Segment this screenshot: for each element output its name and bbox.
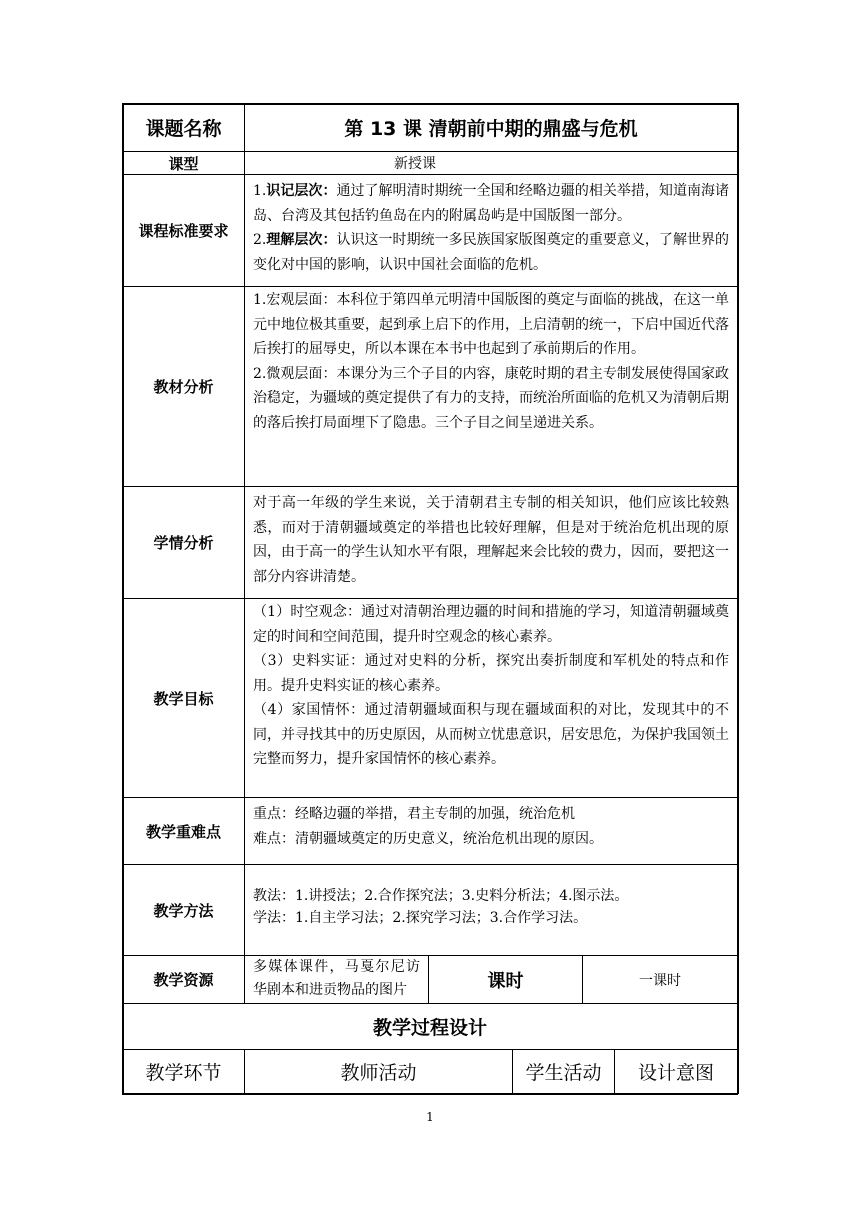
goal-evidence: （3）史料实证：通过对史料的分析，探究出奏折制度和军机处的特点和作用。提升史料实证的核心素养。: [253, 653, 729, 694]
lesson-title: 第 13 课 清朝前中期的鼎盛与危机: [344, 118, 638, 140]
title-label: 课题名称: [145, 118, 222, 140]
goal-patriotism: （4）家国情怀：通过清朝疆域面积与现在疆域面积的对比，发现其中的不同，并寻找其中的历史原因，从而树立忧患意识，居安思危，为保护我国领土完整而努力，提升家国情怀的核心素养。: [253, 702, 729, 767]
students-text: 对于高一年级的学生来说，关于清朝君主专制的相关知识，他们应该比较熟悉，而对于清朝疆域奠定的举措也比较好理解，但是对于统治危机出现的原因，由于高一的学生认知水平有限，理解起来会比较的费力，因而，要把这一部分内容讲清楚。: [253, 495, 729, 585]
goals-label: 教学目标: [153, 689, 214, 708]
keypoints-label: 教学重难点: [145, 822, 221, 841]
page-number: 1: [426, 1110, 434, 1124]
goal-spacetime: （1）时空观念：通过对清朝治理边疆的时间和措施的学习，知道清朝疆域奠定的时间和空间范围，提升时空观念的核心素养。: [253, 604, 729, 645]
hours-value: 一课时: [639, 972, 681, 989]
material-macro: 1.宏观层面：本科位于第四单元明清中国版图的奠定与面临的挑战，在这一单元中地位极其重要，起到承上启下的作用，上启清朝的统一，下启中国近代落后挨打的屈辱史，所以本课在本书中也起到了承前期后的作用。: [253, 292, 729, 357]
methods-label: 教学方法: [153, 901, 214, 920]
standards-label: 课程标准要求: [138, 222, 229, 240]
keypoint-difficulty: 难点：清朝疆域奠定的历史意义，统治危机出现的原因。: [253, 830, 603, 847]
resources-value: 多媒体课件，马戛尔尼访华剧本和进贡物品的图片: [253, 959, 420, 998]
learning-methods: 学法：1.自主学习法；2.探究学习法；3.合作学习法。: [253, 910, 588, 926]
standards-item-2: 2.理解层次：认识这一时期统一多民族国家版图奠定的重要意义，了解世界的变化对中国的影响，认识中国社会面临的危机。: [253, 232, 730, 273]
standards-item-1: 1.识记层次：通过了解明清时期统一全国和经略边疆的相关举措，知道南海诸岛、台湾及其包括钓鱼岛在内的附属岛屿是中国版图一部分。: [253, 183, 730, 224]
goals-content: [245, 599, 737, 797]
material-micro: 2.微观层面：本课分为三个子目的内容，康乾时期的君主专制发展使得国家政治稳定，为疆域的奠定提供了有力的支持，而统治所面临的危机又为清朝后期的落后挨打局面埋下了隐患。三个子目之间呈递进关系。: [253, 365, 729, 431]
material-label: 教材分析: [153, 378, 214, 396]
col-teacher: 教师活动: [340, 1062, 417, 1084]
col-stage: 教学环节: [145, 1062, 222, 1084]
type-value: 新授课: [394, 156, 436, 172]
hours-label: 课时: [487, 970, 524, 992]
standards-content: [245, 175, 737, 286]
type-label: 课型: [168, 154, 199, 173]
material-content: [245, 287, 737, 486]
teaching-methods: 教法：1.讲授法；2.合作探究法；3.史料分析法；4.图示法。: [253, 888, 629, 904]
keypoints-content: [245, 798, 737, 864]
methods-content: [245, 865, 737, 955]
students-label: 学情分析: [153, 534, 214, 552]
col-student: 学生活动: [525, 1062, 602, 1084]
process-heading: 教学过程设计: [372, 1017, 487, 1039]
students-content: [245, 487, 737, 598]
keypoint-focus: 重点：经略边疆的举措，君主专制的加强，统治危机: [253, 806, 575, 822]
col-intent: 设计意图: [637, 1062, 714, 1084]
resources-label: 教学资源: [153, 971, 214, 989]
